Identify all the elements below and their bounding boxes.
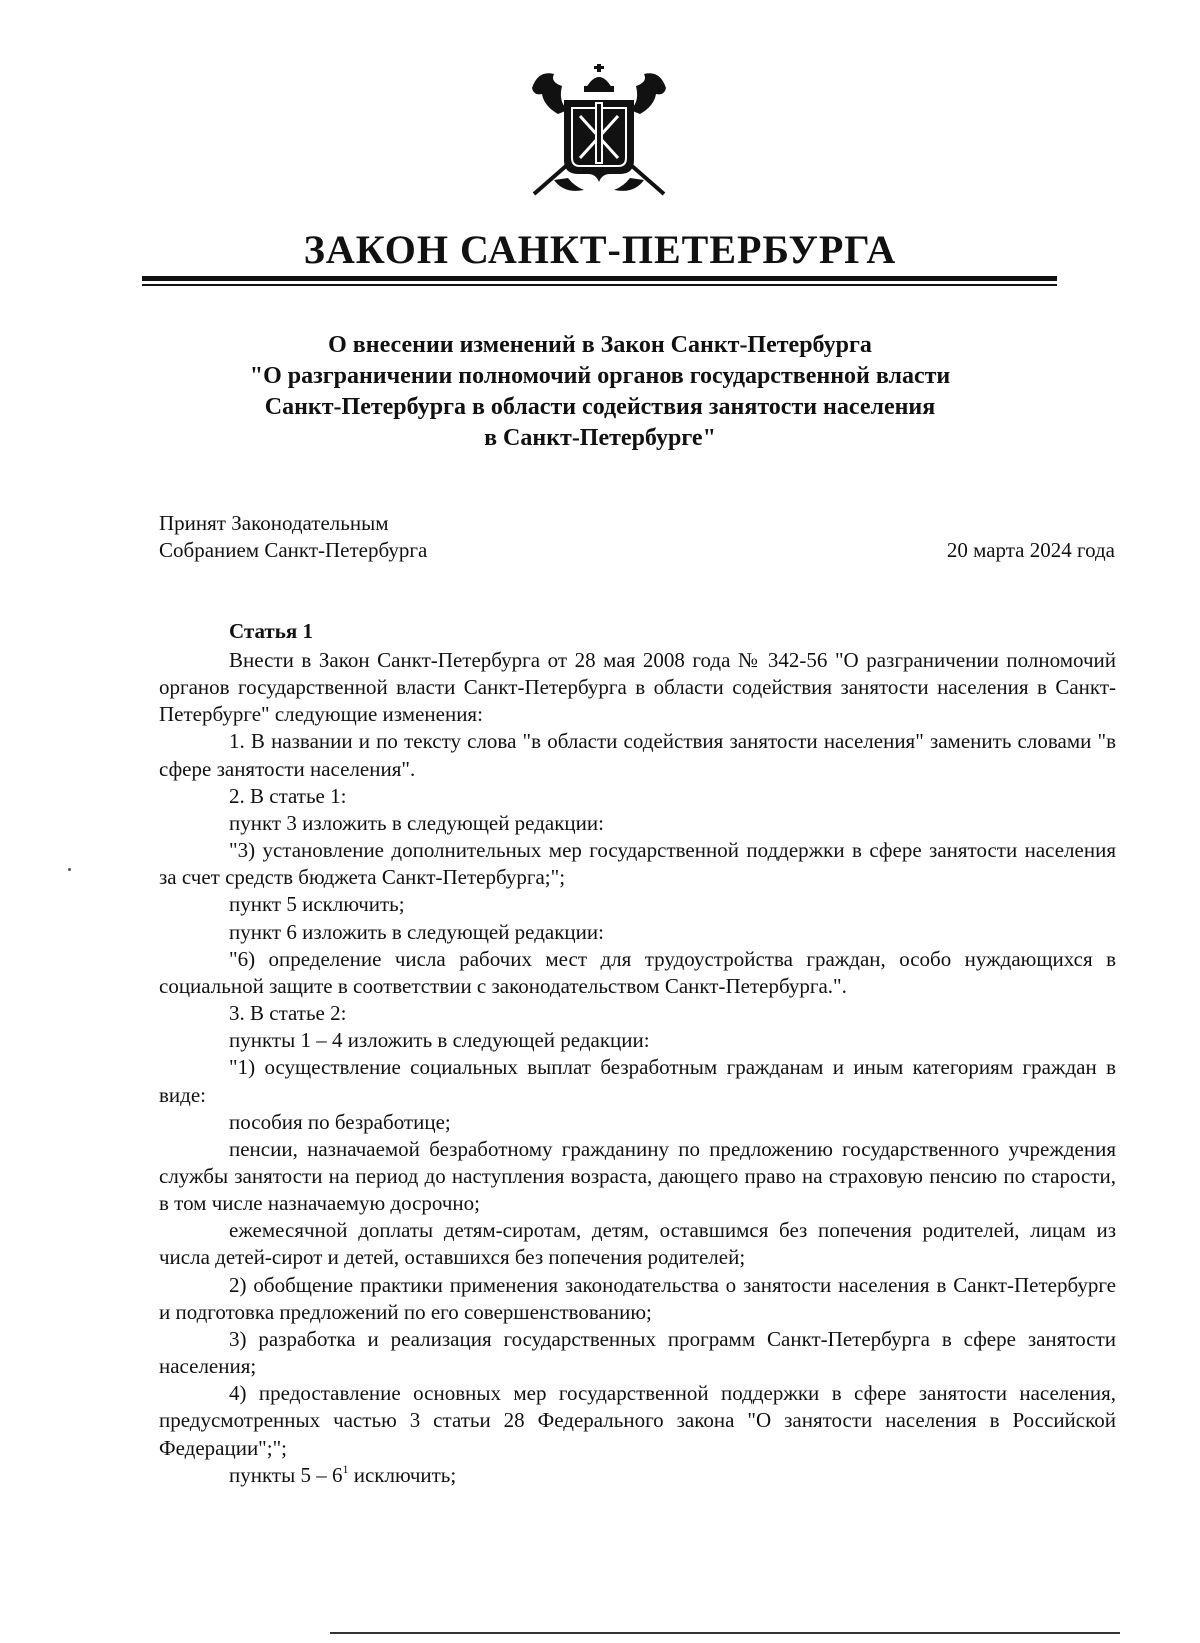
law-subtitle xyxy=(150,330,1050,454)
paragraph: 2) обобщение практики применения законодательства о занятости населения в Санкт-Петербурге и подготовка предложений по его совершенствованию; xyxy=(159,1272,1116,1324)
title-rule-thin xyxy=(142,284,1057,286)
paragraph: пункт 5 исключить; xyxy=(229,892,405,917)
paragraph: пункт 3 изложить в следующей редакции: xyxy=(229,810,604,835)
page-bottom-rule xyxy=(330,1632,1120,1634)
paragraph: 3. В статье 2: xyxy=(229,1001,347,1026)
paragraph: "3) установление дополнительных мер государственной поддержки в сфере занятости населения за счет средств бюджета Санкт-Петербурга;"; xyxy=(159,838,1116,890)
adoption-line: Принят Законодательным xyxy=(159,511,389,535)
superscript-index: 1 xyxy=(342,1461,349,1476)
last-line-prefix: пункты 5 – 6 xyxy=(229,1462,343,1487)
subtitle-line: О внесении изменений в Закон Санкт-Петербурга xyxy=(328,332,872,358)
adoption-date: 20 марта 2024 года xyxy=(946,538,1115,562)
saint-petersburg-coat-of-arms-icon xyxy=(524,62,674,200)
paragraph: 1. В названии и по тексту слова "в области содействия занятости населения" заменить словами "в сфере занятости населения". xyxy=(159,729,1116,781)
subtitle-line: "О разграничении полномочий органов государственной власти xyxy=(249,363,951,389)
paragraph: "1) осуществление социальных выплат безработным гражданам и иным категориям граждан в виде: xyxy=(159,1055,1116,1107)
paragraph: 3) разработка и реализация государственных программ Санкт-Петербурга в сфере занятости населения; xyxy=(159,1326,1116,1379)
adoption-statement xyxy=(159,510,427,564)
article-body xyxy=(159,647,1116,1489)
scan-dot xyxy=(68,868,71,871)
paragraph: Внести в Закон Санкт-Петербурга от 28 мая 2008 года № 342-56 "О разграничении полномочий органов государственной власти Санкт-Петербурга в области содействия занятости населения в Санкт-Петербурге" следующие изменения: xyxy=(159,648,1116,727)
title-rule-thick xyxy=(142,276,1057,281)
last-line-suffix: исключить; xyxy=(348,1462,457,1487)
article-heading: Статья 1 xyxy=(229,619,313,643)
paragraph-last xyxy=(159,1462,1116,1489)
subtitle-line: в Санкт-Петербурге" xyxy=(484,425,716,451)
paragraph: пенсии, назначаемой безработному гражданину по предложению государственного учреждения службы занятости на период до наступления возраста, дающего право на страховую пенсию по старости, в том числе назначаемую досрочно; xyxy=(159,1136,1116,1216)
subtitle-line: Санкт-Петербурга в области содействия занятости населения xyxy=(264,394,936,420)
law-title: ЗАКОН САНКТ-ПЕТЕРБУРГА xyxy=(303,227,897,272)
paragraph: 2. В статье 1: xyxy=(229,783,347,808)
paragraph: 4) предоставление основных мер государственной поддержки в сфере занятости населения, предусмотренных частью 3 статьи 28 Федерального закона "О занятости населения в Российской Федерации";"; xyxy=(159,1381,1116,1460)
paragraph: "6) определение числа рабочих мест для трудоустройства граждан, особо нуждающихся в социальной защите в соответствии с законодательством Санкт-Петербурга.". xyxy=(159,946,1116,998)
adoption-line: Собранием Санкт-Петербурга xyxy=(159,538,428,562)
paragraph: ежемесячной доплаты детям-сиротам, детям, оставшимся без попечения родителей, лицам из числа детей-сирот и детей, оставшихся без попечения родителей; xyxy=(159,1218,1116,1270)
paragraph: пункт 6 изложить в следующей редакции: xyxy=(229,919,604,944)
paragraph: пособия по безработице; xyxy=(229,1109,451,1134)
paragraph: пункты 1 – 4 изложить в следующей редакции: xyxy=(229,1028,650,1053)
